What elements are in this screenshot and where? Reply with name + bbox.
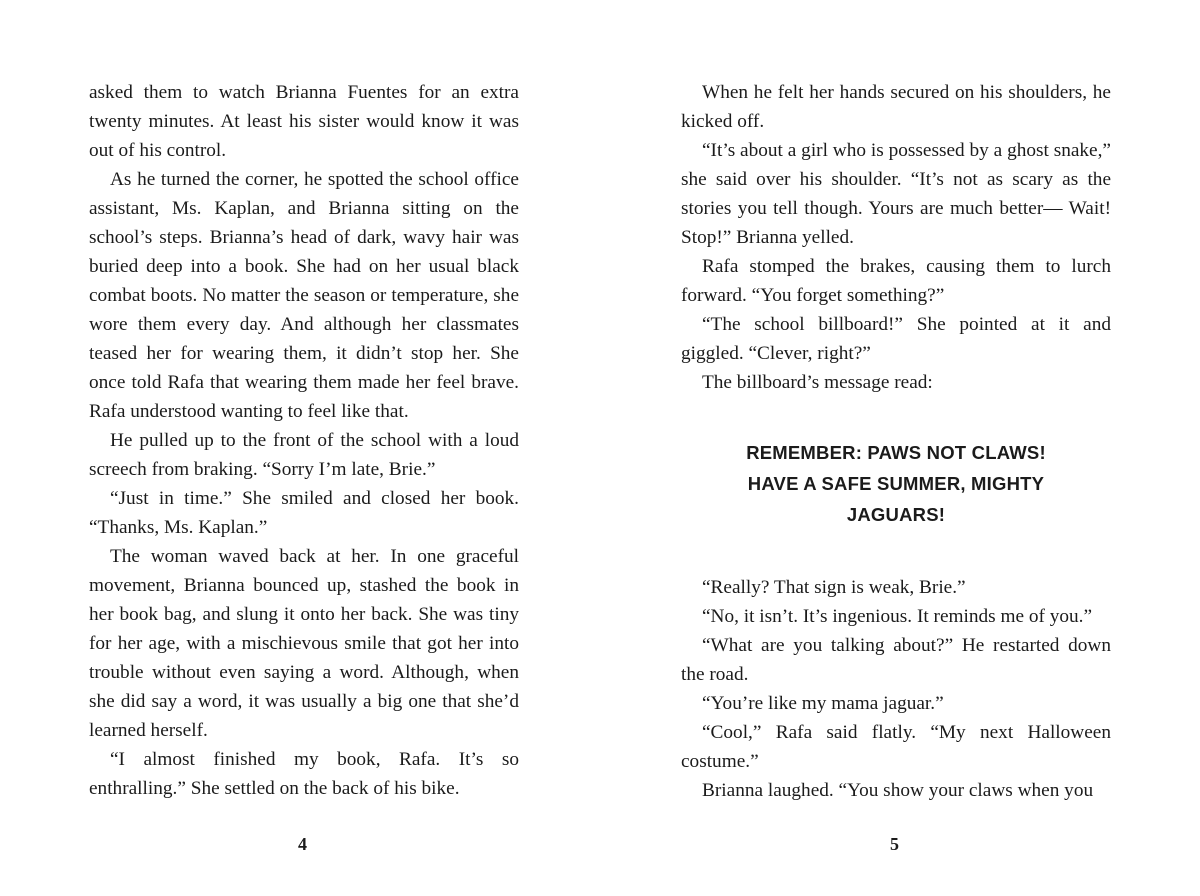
- paragraph: The woman waved back at her. In one graceful movement, Brianna bounced up, stashed the book in her book bag, and slung it onto her back. She was tiny for her age, with a mischievous smile that got her into trouble without even saying a word. Although, when she did say a word, it was usually a big one that she’d learned herself.: [89, 546, 519, 741]
- paragraph: He pulled up to the front of the school with a loud screech from braking. “Sorry I’m late, Brie.”: [89, 430, 519, 480]
- billboard-line: JAGUARS!: [846, 504, 946, 525]
- paragraph: “The school billboard!” She pointed at it and giggled. “Clever, right?”: [681, 314, 1111, 364]
- page-number-left: 4: [298, 834, 307, 854]
- paragraph: Brianna laughed. “You show your claws when you: [702, 780, 1094, 801]
- paragraph: “It’s about a girl who is possessed by a ghost snake,” she said over his shoulder. “It’s not as scary as the stories you tell though. Yours are much better— Wait! Stop!” Brianna yelled.: [681, 140, 1111, 248]
- paragraph: “No, it isn’t. It’s ingenious. It reminds me of you.”: [702, 606, 1093, 627]
- left-page: [89, 78, 519, 803]
- paragraph: “Just in time.” She smiled and closed her book. “Thanks, Ms. Kaplan.”: [89, 488, 519, 538]
- paragraph: When he felt her hands secured on his shoulders, he kicked off.: [681, 82, 1111, 132]
- paragraph: “I almost finished my book, Rafa. It’s so enthralling.” She settled on the back of his bike.: [89, 749, 519, 799]
- paragraph: asked them to watch Brianna Fuentes for an extra twenty minutes. At least his sister would know it was out of his control.: [89, 82, 519, 161]
- page-number-right: 5: [890, 834, 899, 854]
- paragraph: “You’re like my mama jaguar.”: [702, 693, 944, 714]
- right-page: [681, 78, 1111, 805]
- paragraph: “Really? That sign is weak, Brie.”: [702, 577, 966, 598]
- billboard-message: [681, 437, 1111, 530]
- billboard-line: REMEMBER: PAWS NOT CLAWS!: [746, 442, 1046, 463]
- billboard-line: HAVE A SAFE SUMMER, MIGHTY: [747, 473, 1045, 494]
- paragraph: “What are you talking about?” He restarted down the road.: [681, 635, 1111, 685]
- paragraph: Rafa stomped the brakes, causing them to lurch forward. “You forget something?”: [681, 256, 1111, 306]
- paragraph: “Cool,” Rafa said flatly. “My next Halloween costume.”: [681, 722, 1111, 772]
- paragraph: As he turned the corner, he spotted the school office assistant, Ms. Kaplan, and Brianna sitting on the school’s steps. Brianna’s head of dark, wavy hair was buried deep into a book. She had on her usual black combat boots. No matter the season or temperature, she wore them every day. And although her classmates teased her for wearing them, it didn’t stop her. She once told Rafa that wearing them made her feel brave. Rafa understood wanting to feel like that.: [89, 169, 519, 422]
- paragraph: The billboard’s message read:: [702, 372, 933, 393]
